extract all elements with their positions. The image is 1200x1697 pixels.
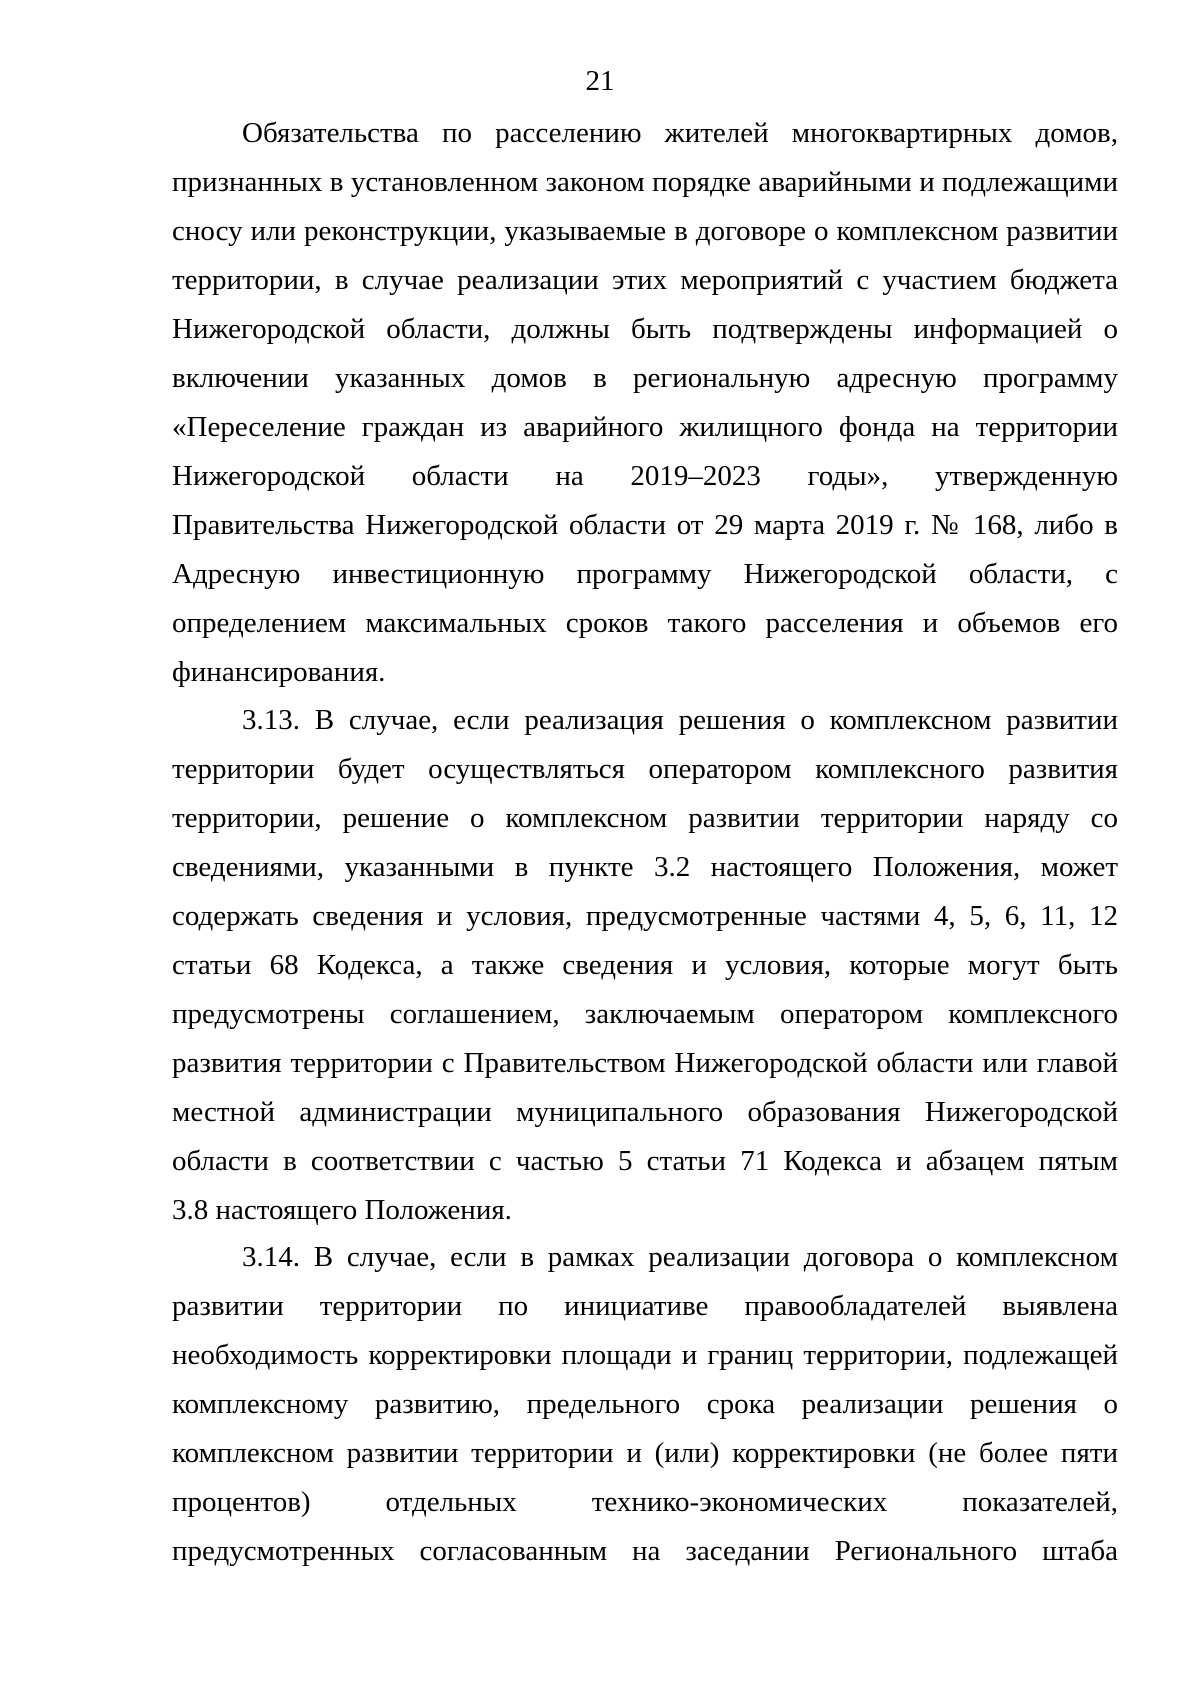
paragraph-line: комплексному развитию, предельного срока реализации решения о bbox=[172, 1388, 1118, 1420]
paragraph-line: содержать сведения и условия, предусмотренные частями 4, 5, 6, 11, 12 bbox=[172, 900, 1118, 932]
paragraph-line: включении указанных домов в региональную адресную программу bbox=[172, 362, 1118, 394]
paragraph-line: Адресную инвестиционную программу Нижегородской области, с bbox=[172, 558, 1118, 590]
paragraph-line: сносу или реконструкции, указываемые в договоре о комплексном развитии bbox=[172, 215, 1118, 247]
paragraph-line: определением максимальных сроков такого расселения и объемов его bbox=[172, 607, 1118, 639]
paragraph-line: развития территории с Правительством Нижегородской области или главой bbox=[172, 1047, 1118, 1079]
paragraph-line: 3.14. В случае, если в рамках реализации договора о комплексном bbox=[242, 1241, 1118, 1273]
paragraph-resettlement-obligations bbox=[172, 109, 1118, 697]
paragraph-line: территории, в случае реализации этих мероприятий с участием бюджета bbox=[172, 264, 1118, 296]
paragraph-line: финансирования. bbox=[172, 656, 386, 688]
paragraph-line: предусмотрены соглашением, заключаемым оператором комплексного bbox=[172, 998, 1118, 1030]
paragraph-line: процентов) отдельных технико-экономических показателей, bbox=[172, 1486, 1118, 1518]
paragraph-line: Обязательства по расселению жителей многоквартирных домов, bbox=[242, 117, 1118, 149]
paragraph-line: Нижегородской области на 2019–2023 годы», утвержденную bbox=[172, 460, 1118, 492]
paragraph-line: 3.8 настоящего Положения. bbox=[172, 1194, 512, 1226]
paragraph-line: необходимость корректировки площади и границ территории, подлежащей bbox=[172, 1339, 1118, 1371]
page-number: 21 bbox=[585, 65, 615, 97]
paragraph-line: Правительства Нижегородской области от 29 марта 2019 г. № 168, либо в bbox=[172, 509, 1118, 541]
paragraph-line: признанных в установленном законом порядке аварийными и подлежащими bbox=[172, 166, 1118, 198]
paragraph-line: территории, решение о комплексном развитии территории наряду со bbox=[172, 802, 1118, 834]
paragraph-line: 3.13. В случае, если реализация решения о комплексном развитии bbox=[242, 704, 1118, 736]
paragraph-3-13 bbox=[172, 696, 1118, 1235]
paragraph-line: Нижегородской области, должны быть подтверждены информацией о bbox=[172, 313, 1118, 345]
paragraph-line: сведениями, указанными в пункте 3.2 настоящего Положения, может bbox=[172, 851, 1118, 883]
paragraph-line: области в соответствии с частью 5 статьи 71 Кодекса и абзацем пятым bbox=[172, 1145, 1118, 1177]
paragraph-line: территории будет осуществляться оператором комплексного развития bbox=[172, 753, 1118, 785]
paragraph-line: комплексном развитии территории и (или) корректировки (не более пяти bbox=[172, 1437, 1118, 1469]
paragraph-line: местной администрации муниципального образования Нижегородской bbox=[172, 1096, 1118, 1128]
paragraph-line: статьи 68 Кодекса, а также сведения и условия, которые могут быть bbox=[172, 949, 1118, 981]
paragraph-line: предусмотренных согласованным на заседании Регионального штаба bbox=[172, 1535, 1118, 1567]
paragraph-line: развитии территории по инициативе правообладателей выявлена bbox=[172, 1290, 1118, 1322]
paragraph-3-14 bbox=[172, 1233, 1118, 1576]
paragraph-line: «Переселение граждан из аварийного жилищного фонда на территории bbox=[172, 411, 1118, 443]
